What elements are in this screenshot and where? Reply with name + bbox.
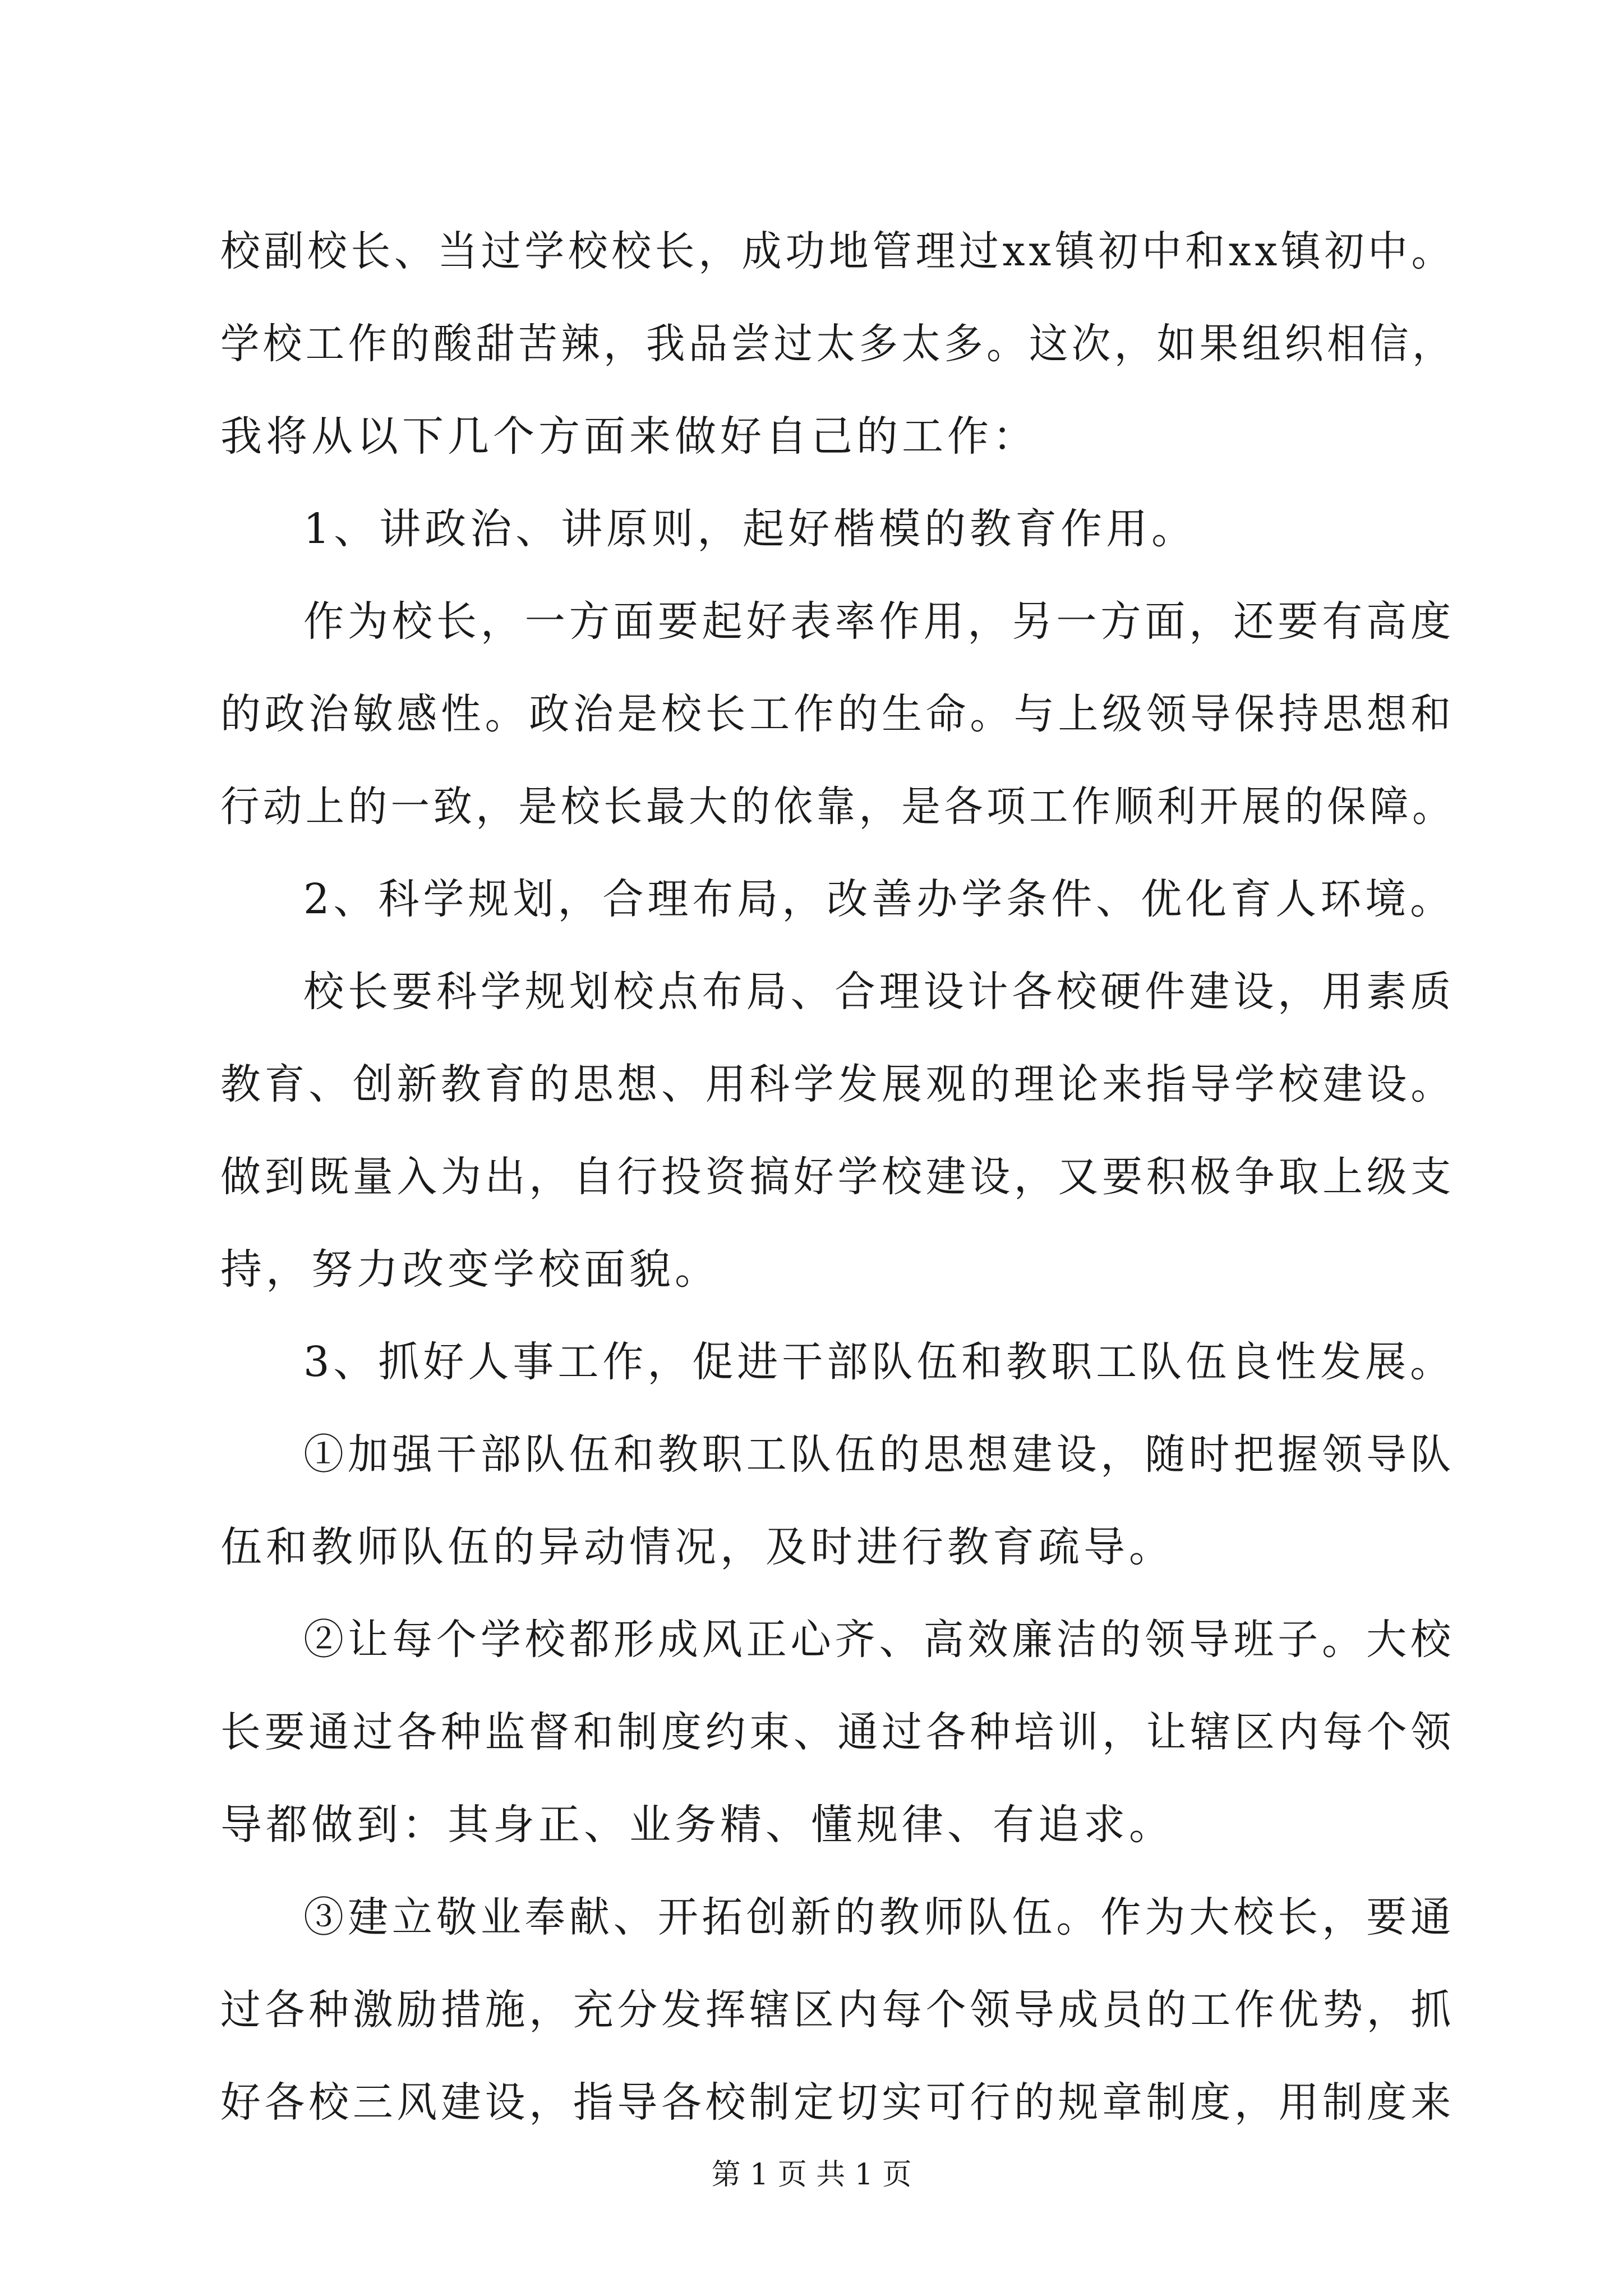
text-line-2: 学校工作的酸甜苦辣，我品尝过太多太多。这次，如果组织相信， <box>220 320 1455 368</box>
text-line-20: 过各种激励措施，充分发挥辖区内每个领导成员的工作优势，抓 <box>220 1986 1455 2034</box>
text-line-3: 我将从以下几个方面来做好自己的工作： <box>220 412 1038 461</box>
text-line-17: 长要通过各种监督和制度约束、通过各种培训，让辖区内每个领 <box>220 1708 1455 1756</box>
text-line-10: 教育、创新教育的思想、用科学发展观的理论来指导学校建设。 <box>220 1060 1455 1108</box>
text-line-13: 3、抓好人事工作，促进干部队伍和教职工队伍良性发展。 <box>303 1338 1455 1386</box>
text-line-16: ②让每个学校都形成风正心齐、高效廉洁的领导班子。大校 <box>303 1616 1455 1664</box>
text-line-4: 1、讲政治、讲原则，起好楷模的教育作用。 <box>303 505 1197 553</box>
text-line-14: ①加强干部队伍和教职工队伍的思想建设，随时把握领导队 <box>303 1430 1455 1479</box>
text-line-21: 好各校三风建设，指导各校制定切实可行的规章制度，用制度来 <box>220 2078 1455 2127</box>
text-line-19: ③建立敬业奉献、开拓创新的教师队伍。作为大校长，要通 <box>303 1893 1455 1941</box>
text-line-9: 校长要科学规划校点布局、合理设计各校硬件建设，用素质 <box>303 968 1455 1016</box>
text-line-18: 导都做到：其身正、业务精、懂规律、有追求。 <box>220 1801 1174 1849</box>
text-line-1: 校副校长、当过学校校长，成功地管理过xx镇初中和xx镇初中。 <box>220 227 1455 275</box>
text-line-12: 持，努力改变学校面貌。 <box>220 1245 720 1294</box>
text-line-15: 伍和教师队伍的异动情况，及时进行教育疏导。 <box>220 1523 1174 1571</box>
page-footer: 第 1 页 共 1 页 <box>711 2158 912 2192</box>
text-line-7: 行动上的一致，是校长最大的依靠，是各项工作顺利开展的保障。 <box>220 783 1455 831</box>
text-line-5: 作为校长，一方面要起好表率作用，另一方面，还要有高度 <box>303 597 1455 646</box>
text-line-8: 2、科学规划，合理布局，改善办学条件、优化育人环境。 <box>303 875 1455 923</box>
text-line-11: 做到既量入为出，自行投资搞好学校建设，又要积极争取上级支 <box>220 1153 1455 1201</box>
text-line-6: 的政治敏感性。政治是校长工作的生命。与上级领导保持思想和 <box>220 690 1455 738</box>
